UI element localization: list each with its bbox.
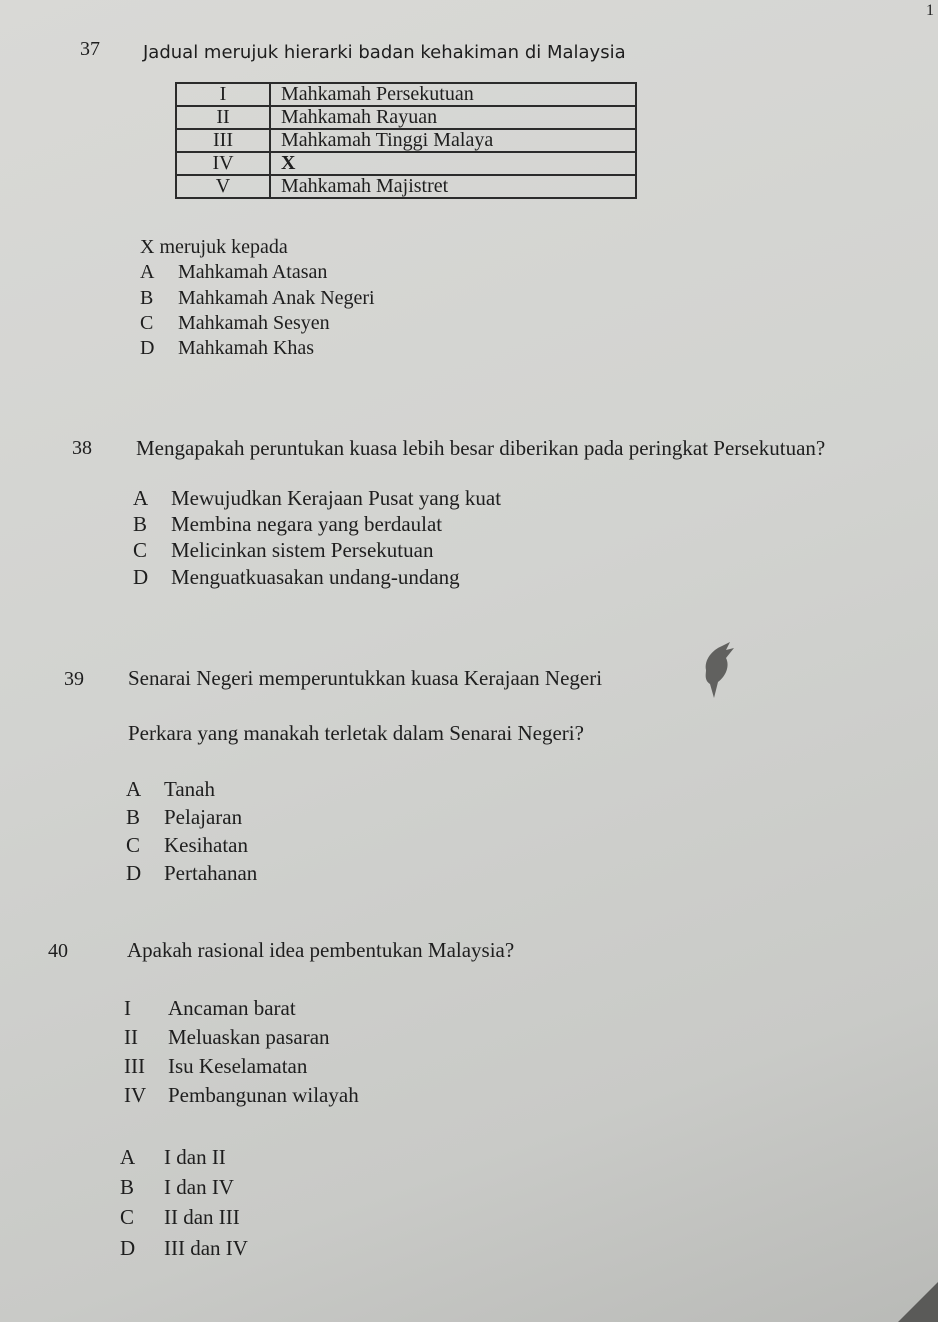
option-letter: A [126, 777, 142, 801]
court-cell: X [270, 152, 636, 175]
statement-roman: I [124, 996, 131, 1020]
statement-text: Ancaman barat [168, 996, 296, 1020]
option-text: Kesihatan [164, 833, 248, 857]
question-text: Jadual merujuk hierarki badan kehakiman di Malaysia [143, 42, 626, 63]
option-text: Menguatkuasakan undang-undang [171, 565, 460, 589]
question-prompt: X merujuk kepada [140, 236, 288, 258]
table-row [176, 175, 636, 198]
option-letter: A [120, 1145, 136, 1169]
court-cell: Mahkamah Majistret [270, 175, 636, 198]
roman-cell: I [176, 83, 270, 106]
answer-option[interactable] [140, 337, 314, 360]
statement-text: Isu Keselamatan [168, 1054, 308, 1078]
option-text: Mahkamah Sesyen [178, 312, 330, 334]
table-row [176, 83, 636, 106]
statement-item [124, 1025, 330, 1050]
option-text: II dan III [164, 1205, 240, 1229]
question-number: 40 [48, 940, 68, 962]
court-cell: Mahkamah Persekutuan [270, 83, 636, 106]
statement-text: Meluaskan pasaran [168, 1025, 330, 1049]
option-letter: D [140, 337, 155, 359]
answer-option[interactable] [133, 565, 460, 590]
statement-item [124, 996, 296, 1021]
answer-option[interactable] [133, 538, 433, 563]
option-text: Mahkamah Atasan [178, 261, 328, 283]
option-letter: B [140, 287, 154, 309]
option-letter: A [140, 261, 155, 283]
option-letter: B [120, 1175, 135, 1199]
option-letter: C [126, 833, 141, 857]
option-letter: D [120, 1236, 136, 1260]
option-text: Mahkamah Anak Negeri [178, 287, 375, 309]
statement-text: Pembangunan wilayah [168, 1083, 359, 1107]
answer-option[interactable] [133, 512, 442, 537]
roman-cell: IV [176, 152, 270, 175]
answer-option[interactable] [140, 261, 327, 284]
answer-option[interactable] [120, 1236, 248, 1261]
statement-item [124, 1083, 359, 1108]
option-text: I dan IV [164, 1175, 234, 1199]
option-text: Mewujudkan Kerajaan Pusat yang kuat [171, 486, 502, 510]
answer-option[interactable] [120, 1145, 226, 1170]
court-cell: Mahkamah Rayuan [270, 106, 636, 129]
option-letter: C [133, 538, 148, 562]
answer-option[interactable] [140, 312, 330, 335]
option-text: Melicinkan sistem Persekutuan [171, 538, 434, 562]
answer-option[interactable] [120, 1175, 234, 1200]
question-number: 37 [80, 38, 100, 60]
court-hierarchy-table [175, 82, 637, 199]
statement-item [124, 1054, 307, 1079]
option-text: Pertahanan [164, 861, 258, 885]
question-text: Apakah rasional idea pembentukan Malaysia? [127, 938, 515, 962]
option-text: I dan II [164, 1145, 226, 1169]
table-row [176, 152, 636, 175]
answer-option[interactable] [133, 486, 501, 511]
option-text: Mahkamah Khas [178, 337, 315, 359]
answer-option[interactable] [140, 287, 375, 310]
roman-cell: II [176, 106, 270, 129]
question-text: Senarai Negeri memperuntukkan kuasa Kerajaan Negeri [128, 666, 603, 690]
answer-option[interactable] [126, 861, 257, 886]
question-text: Mengapakah peruntukan kuasa lebih besar diberikan pada peringkat Persekutuan? [136, 436, 826, 460]
ink-smudge [700, 640, 736, 700]
page-number: 1 [926, 2, 934, 19]
roman-cell: III [176, 129, 270, 152]
answer-option[interactable] [126, 833, 248, 858]
option-text: III dan IV [164, 1236, 248, 1260]
question-number: 38 [72, 437, 92, 459]
page-corner-shadow [898, 1282, 938, 1322]
answer-option[interactable] [126, 805, 242, 830]
option-letter: A [133, 486, 149, 510]
option-text: Membina negara yang berdaulat [171, 512, 443, 536]
option-letter: B [126, 805, 141, 829]
table-row [176, 129, 636, 152]
statement-roman: IV [124, 1083, 147, 1107]
option-letter: D [126, 861, 142, 885]
option-text: Pelajaran [164, 805, 243, 829]
statement-roman: II [124, 1025, 138, 1049]
option-letter: D [133, 565, 149, 589]
court-cell: Mahkamah Tinggi Malaya [270, 129, 636, 152]
question-number: 39 [64, 668, 84, 690]
option-letter: B [133, 512, 148, 536]
question-prompt: Perkara yang manakah terletak dalam Senarai Negeri? [128, 721, 584, 745]
roman-cell: V [176, 175, 270, 198]
option-text: Tanah [164, 777, 216, 801]
statement-roman: III [124, 1054, 145, 1078]
answer-option[interactable] [126, 777, 215, 802]
answer-option[interactable] [120, 1205, 240, 1230]
option-letter: C [140, 312, 154, 334]
option-letter: C [120, 1205, 135, 1229]
table-row [176, 106, 636, 129]
